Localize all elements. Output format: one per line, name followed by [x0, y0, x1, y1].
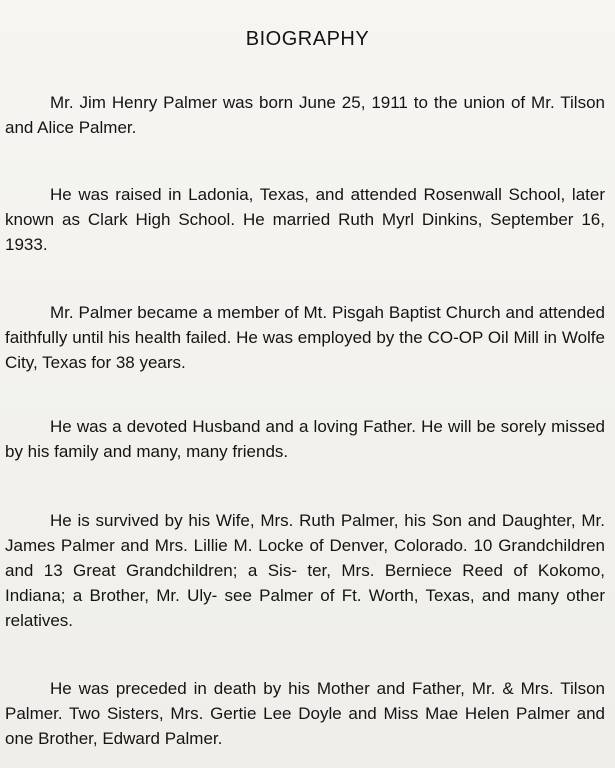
paragraph-church-employment: Mr. Palmer became a member of Mt. Pisgah Baptist Church and attended faithfully until his health failed. He was employed by the CO-OP Oil Mill in Wolfe City, Texas for 38 years.: [5, 303, 605, 372]
paragraph-birth: Mr. Jim Henry Palmer was born June 25, 1911 to the union of Mr. Tilson and Alice Palmer.: [5, 93, 605, 137]
paragraph-survivors: He is survived by his Wife, Mrs. Ruth Palmer, his Son and Daughter, Mr. James Palmer and Mrs. Lillie M. Locke of Denver, Colorado. 10 Grandchildren and 13 Great Grandchildren; a Sis- ter, Mrs. Berniece Reed of Kokomo, Indiana; a Brother, Mr. Uly- see Palmer of Ft. Worth, Texas, and many other relatives.: [5, 511, 605, 630]
paragraph-preceded-in-death: He was preceded in death by his Mother and Father, Mr. & Mrs. Tilson Palmer. Two Sisters, Mrs. Gertie Lee Doyle and Miss Mae Helen Palmer and one Brother, Edward Palmer.: [5, 679, 605, 748]
page-title: BIOGRAPHY: [245, 28, 370, 50]
paragraph-family-tribute: He was a devoted Husband and a loving Father. He will be sorely missed by his family and many, many friends.: [5, 417, 605, 461]
paragraph-education-marriage: He was raised in Ladonia, Texas, and attended Rosenwall School, later known as Clark High School. He married Ruth Myrl Dinkins, September 16, 1933.: [5, 185, 605, 254]
